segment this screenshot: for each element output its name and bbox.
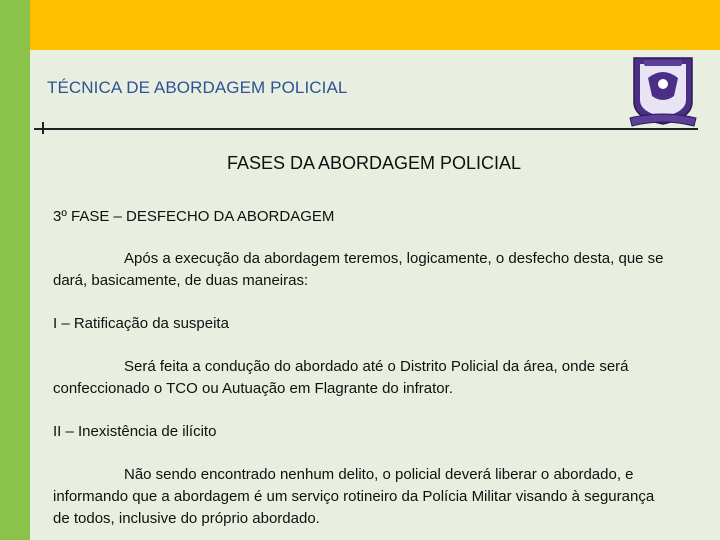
item2-title: II – Inexistência de ilícito (53, 423, 217, 440)
slide-content (53, 206, 673, 530)
item1-title: I – Ratificação da suspeita (53, 315, 229, 332)
header-divider (34, 128, 698, 130)
police-crest-icon (628, 52, 698, 128)
slide-heading: FASES DA ABORDAGEM POLICIAL (226, 153, 522, 173)
item1-paragraph: Será feita a condução do abordado até o Distrito Policial da área, onde será confeccionado o TCO ou Autuação em Flagrante do infrator. (53, 358, 629, 397)
intro-paragraph: Após a execução da abordagem teremos, logicamente, o desfecho desta, que se dará, basicamente, de duas maneiras: (53, 250, 664, 289)
left-accent-bar (0, 0, 30, 540)
phase-title: 3º FASE – DESFECHO DA ABORDAGEM (53, 208, 335, 225)
item2-paragraph: Não sendo encontrado nenhum delito, o policial deverá liberar o abordado, e informando que a abordagem é um serviço rotineiro da Polícia Militar visando à segurança de todos, inclusive do próprio abordado. (53, 466, 655, 527)
header-title: TÉCNICA DE ABORDAGEM POLICIAL (47, 78, 348, 97)
top-accent-bar (30, 0, 720, 50)
